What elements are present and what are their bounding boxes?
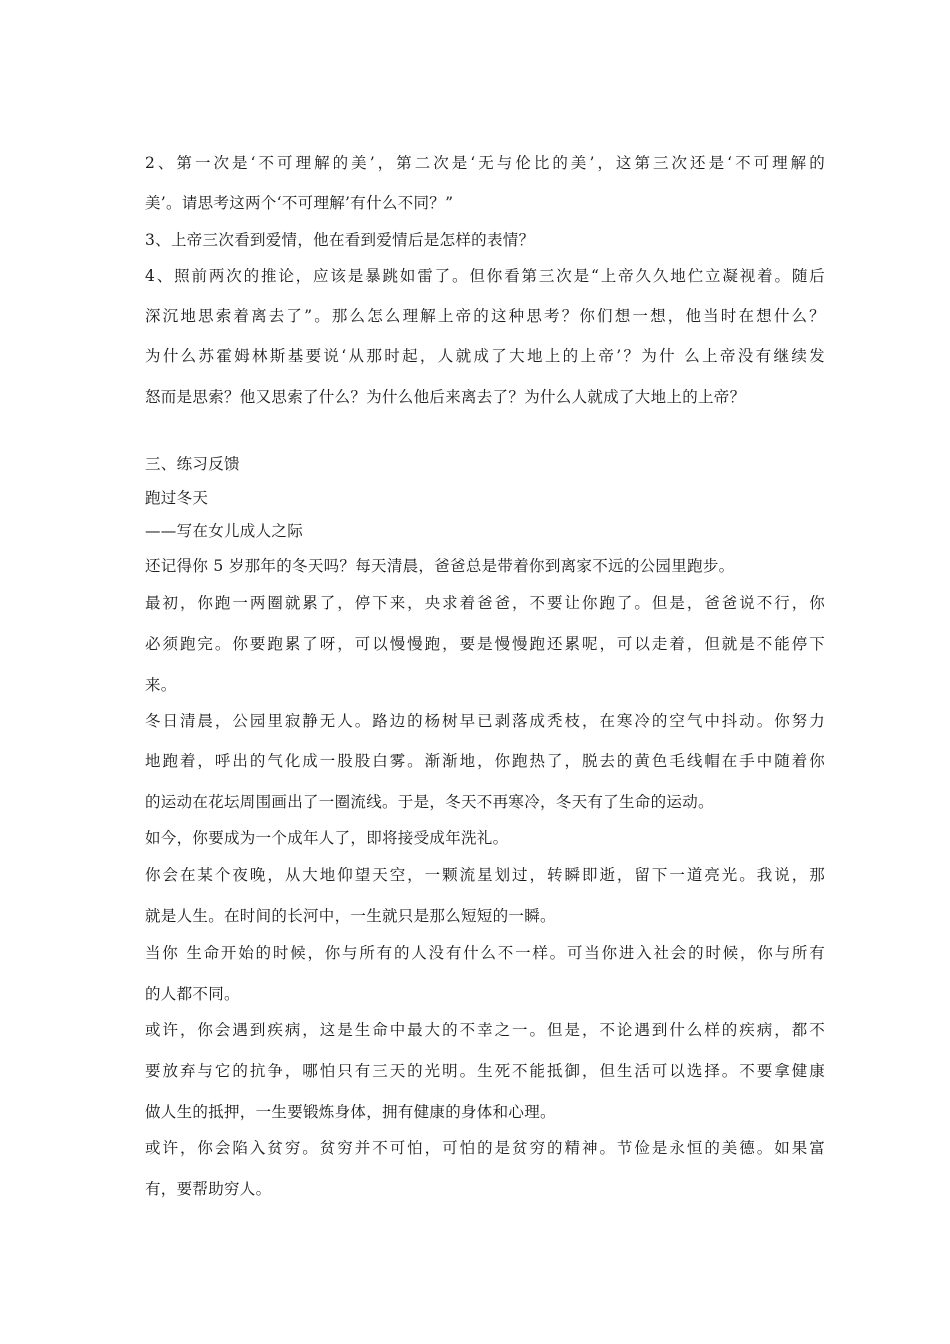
- paragraph-5-line-2: 就是人生。在时间的长河中，一生就只是那么短短的一瞬。: [145, 907, 556, 925]
- question-4-line-3: 为什么苏霍姆林斯基要说‘从那时起，人就成了大地上的上帝’？为什 么上帝没有继续发: [145, 347, 825, 365]
- article-subtitle: ——写在女儿成人之际: [145, 522, 304, 540]
- paragraph-2-line-3: 来。: [145, 676, 177, 694]
- paragraph-6-line-2: 的人都不同。: [145, 985, 240, 1003]
- paragraph-7-line-1: 或许，你会遇到疾病，这是生命中最大的不幸之一。但是，不论遇到什么样的疾病，都不: [145, 1021, 825, 1039]
- paragraph-7-line-2: 要放弃与它的抗争，哪怕只有三天的光明。生死不能抵御，但生活可以选择。不要拿健康: [145, 1062, 825, 1080]
- paragraph-8-line-1: 或许，你会陷入贫穷。贫穷并不可怕，可怕的是贫穷的精神。节俭是永恒的美德。如果富: [145, 1139, 825, 1157]
- question-2-line-1: 2、第一次是‘不可理解的美’，第二次是‘无与伦比的美’，这第三次还是‘不可理解的: [145, 154, 825, 172]
- paragraph-1: 还记得你 5 岁那年的冬天吗？每天清晨，爸爸总是带着你到离家不远的公园里跑步。: [145, 557, 735, 575]
- question-3: 3、上帝三次看到爱情，他在看到爱情后是怎样的表情？: [145, 231, 535, 249]
- paragraph-8-line-2: 有，要帮助穷人。: [145, 1180, 272, 1198]
- paragraph-3-line-3: 的运动在花坛周围画出了一圈流线。于是，冬天不再寒冷，冬天有了生命的运动。: [145, 793, 714, 811]
- paragraph-3-line-1: 冬日清晨，公园里寂静无人。路边的杨树早已剥落成秃枝，在寒冷的空气中抖动。你努力: [145, 712, 825, 730]
- question-4-line-2: 深沉地思索着离去了”。那么怎么理解上帝的这种思考？你们想一想，他当时在想什么？: [145, 307, 825, 325]
- paragraph-4: 如今，你要成为一个成年人了，即将接受成年洗礼。: [145, 829, 509, 847]
- paragraph-2-line-1: 最初，你跑一两圈就累了，停下来，央求着爸爸，不要让你跑了。但是，爸爸说不行，你: [145, 594, 825, 612]
- question-4-line-1: 4、照前两次的推论，应该是暴跳如雷了。但你看第三次是“上帝久久地伫立凝视着。随后: [145, 267, 825, 285]
- paragraph-6-line-1: 当你 生命开始的时候，你与所有的人没有什么不一样。可当你进入社会的时候，你与所有: [145, 944, 825, 962]
- paragraph-3-line-2: 地跑着，呼出的气化成一股股白雾。渐渐地，你跑热了，脱去的黄色毛线帽在手中随着你: [145, 752, 825, 770]
- paragraph-5-line-1: 你会在某个夜晚，从大地仰望天空，一颗流星划过，转瞬即逝，留下一道亮光。我说，那: [145, 866, 825, 884]
- question-2-line-2: 美’。请思考这两个‘不可理解’有什么不同？”: [145, 194, 454, 212]
- question-4-line-4: 怒而是思索？他又思索了什么？为什么他后来离去了？为什么人就成了大地上的上帝？: [145, 388, 746, 406]
- section-heading: 三、练习反馈: [145, 455, 240, 473]
- paragraph-2-line-2: 必须跑完。你要跑累了呀，可以慢慢跑，要是慢慢跑还累呢，可以走着，但就是不能停下: [145, 635, 825, 653]
- paragraph-7-line-3: 做人生的抵押，一生要锻炼身体，拥有健康的身体和心理。: [145, 1103, 556, 1121]
- article-title: 跑过冬天: [145, 489, 209, 507]
